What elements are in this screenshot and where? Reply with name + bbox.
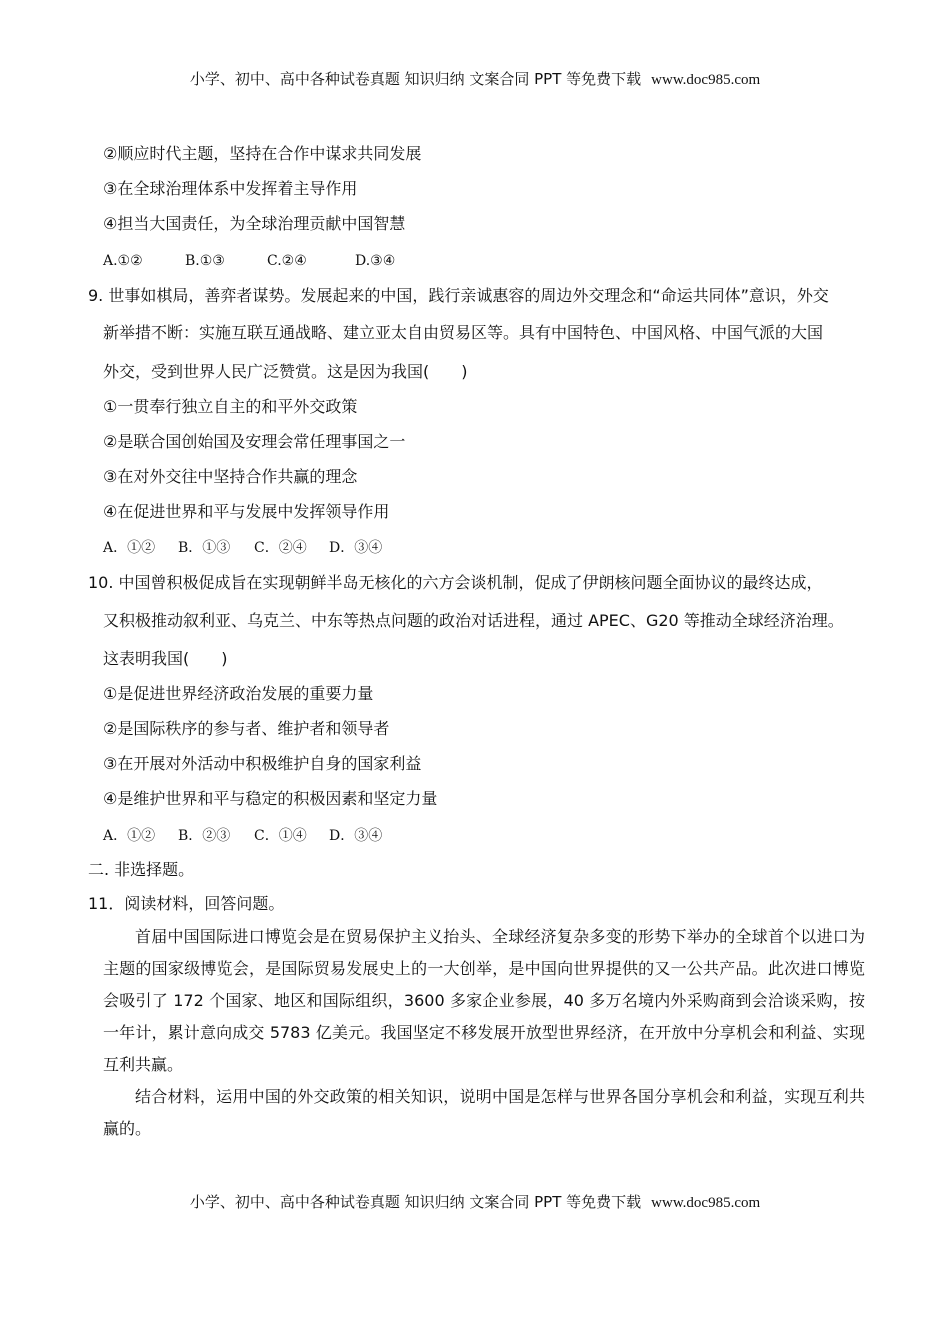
q9-stem-line-2: 新举措不断：实施互联互通战略、建立亚太自由贸易区等。具有中国特色、中国风格、中国气派的大国 (103, 323, 824, 342)
q8-option-c[interactable]: C.②④ (267, 253, 307, 269)
q11-title: 11．阅读材料，回答问题。 (88, 894, 285, 913)
q8-options (103, 250, 395, 272)
q9-options (103, 537, 382, 559)
q9-item-1: ①一贯奉行独立自主的和平外交政策 (103, 397, 358, 416)
q10-item-2: ②是国际秩序的参与者、维护者和领导者 (103, 719, 390, 738)
q10-stem-line-2: 又积极推动叙利亚、乌克兰、中东等热点问题的政治对话进程，通过 APEC、G20 等推动全球经济治理。 (103, 611, 844, 630)
q9-stem-line-3: 外交，受到世界人民广泛赞赏。这是因为我国( ) (103, 362, 468, 381)
footer-url[interactable]: www.doc985.com (651, 1195, 761, 1211)
q8-option-d[interactable]: D.③④ (355, 253, 396, 269)
footer-text: 小学、初中、高中各种试卷真题 知识归纳 文案合同 PPT 等免费下载 (189, 1193, 642, 1211)
q8-item-4: ④担当大国责任，为全球治理贡献中国智慧 (103, 214, 406, 233)
q10-stem-line-3: 这表明我国( ) (103, 649, 228, 668)
q9-option-d[interactable]: D．③④ (329, 540, 383, 556)
page-header (0, 68, 950, 89)
section-title: 二. 非选择题。 (88, 860, 195, 879)
header-text: 小学、初中、高中各种试卷真题 知识归纳 文案合同 PPT 等免费下载 (189, 70, 642, 88)
header-url[interactable]: www.doc985.com (651, 72, 761, 88)
q10-option-d[interactable]: D．③④ (329, 828, 383, 844)
q9-item-2: ②是联合国创始国及安理会常任理事国之一 (103, 432, 406, 451)
q10-option-a[interactable]: A．①② (103, 828, 156, 844)
q9-stem-line-1: 9. 世事如棋局，善弈者谋势。发展起来的中国，践行亲诚惠容的周边外交理念和“命运共同体”意识，外交 (88, 286, 829, 305)
page-footer (0, 1191, 950, 1212)
q10-stem-line-1: 10. 中国曾积极促成旨在实现朝鲜半岛无核化的六方会谈机制，促成了伊朗核问题全面协议的最终达成， (88, 573, 823, 592)
q8-item-2: ②顺应时代主题，坚持在合作中谋求共同发展 (103, 144, 422, 163)
q8-option-b[interactable]: B.①③ (185, 253, 225, 269)
q8-option-a[interactable]: A.①② (103, 253, 143, 269)
q10-options (103, 825, 382, 847)
q11-question: 结合材料，运用中国的外交政策的相关知识，说明中国是怎样与世界各国分享机会和利益，实现互利共赢的。 (103, 1087, 865, 1138)
q9-item-4: ④在促进世界和平与发展中发挥领导作用 (103, 502, 390, 521)
q10-option-b[interactable]: B．②③ (178, 828, 231, 844)
q9-option-c[interactable]: C．②④ (254, 540, 307, 556)
q9-option-a[interactable]: A．①② (103, 540, 156, 556)
q10-item-1: ①是促进世界经济政治发展的重要力量 (103, 684, 374, 703)
q9-option-b[interactable]: B．①③ (178, 540, 231, 556)
q11-material: 首届中国国际进口博览会是在贸易保护主义抬头、全球经济复杂多变的形势下举办的全球首个以进口为主题的国家级博览会，是国际贸易发展史上的一大创举，是中国向世界提供的又一公共产品。此次进口博览会吸引了 172 个国家、地区和国际组织，3600 多家企业参展，40 多万名境内外采购商到会洽谈采购，按一年计，累计意向成交 5783 亿美元。我国坚定不移发展开放型世界经济，在开放中分享机会和利益、实现互利共赢。 (103, 927, 865, 1074)
q10-item-3: ③在开展对外活动中积极维护自身的国家利益 (103, 754, 422, 773)
q10-option-c[interactable]: C．①④ (254, 828, 307, 844)
q8-item-3: ③在全球治理体系中发挥着主导作用 (103, 179, 358, 198)
q9-item-3: ③在对外交往中坚持合作共赢的理念 (103, 467, 358, 486)
q11-body (103, 921, 865, 1145)
q10-item-4: ④是维护世界和平与稳定的积极因素和坚定力量 (103, 789, 438, 808)
